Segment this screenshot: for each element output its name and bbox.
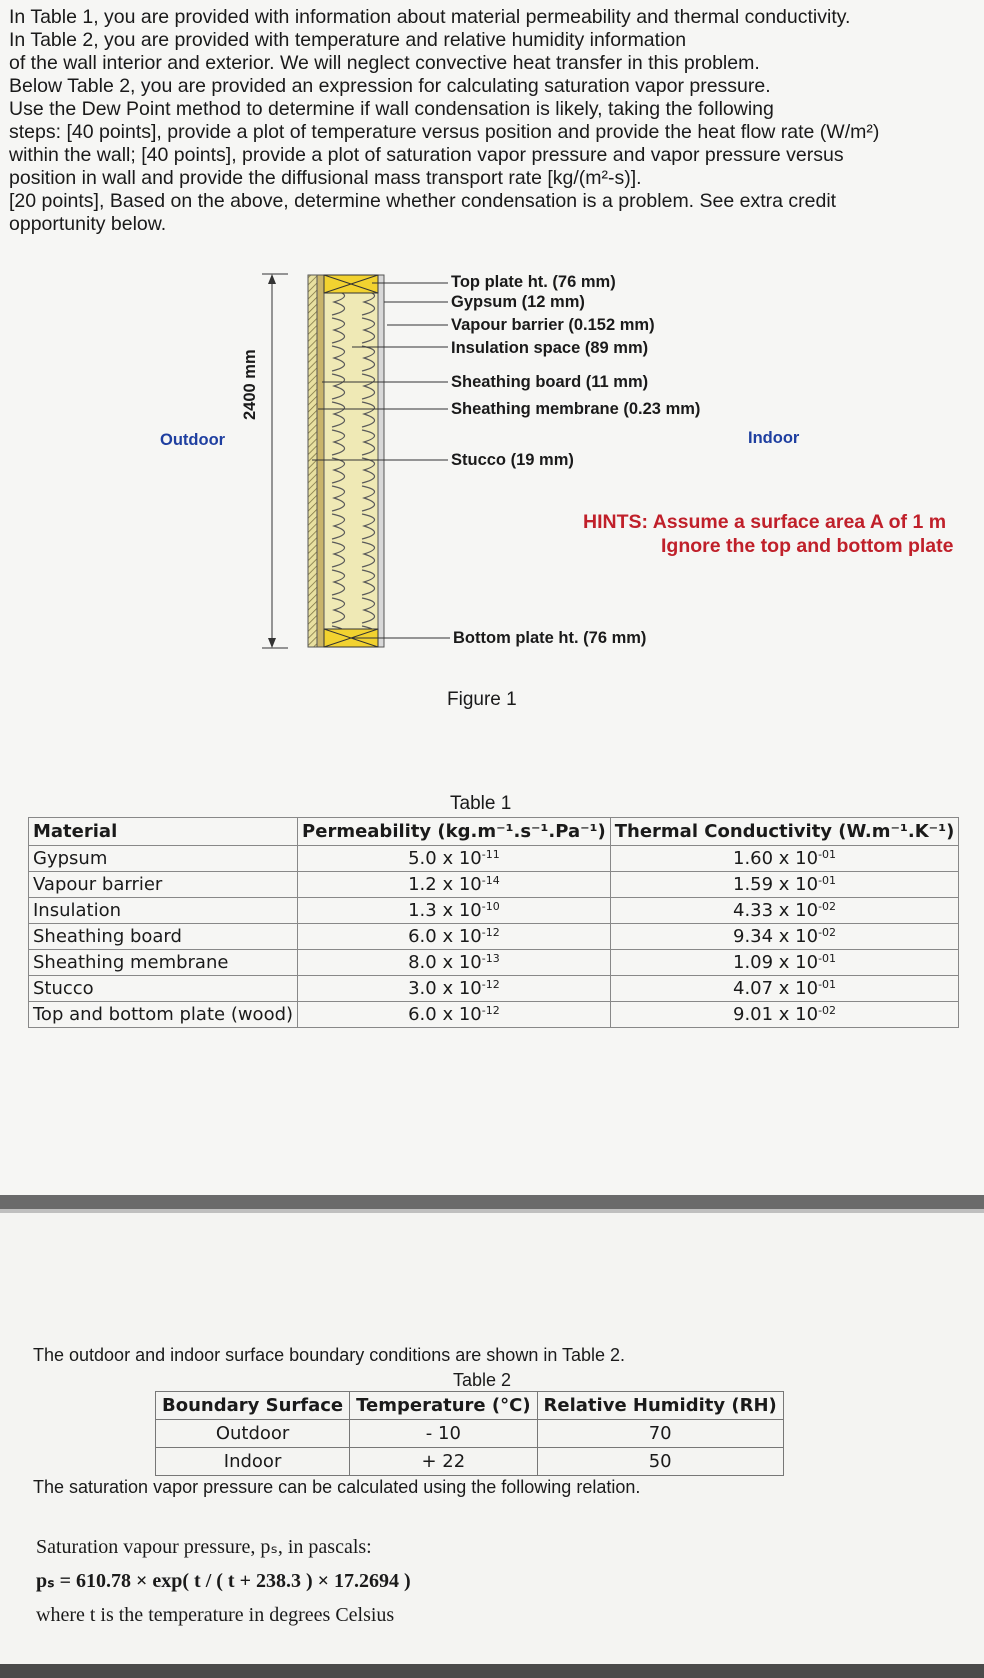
humidity-cell: 70 [537,1420,783,1448]
header-temperature: Temperature (°C) [350,1392,537,1420]
table-row [29,976,959,1002]
conductivity-cell: 9.01 x $10^{-02}$ [610,1002,959,1028]
table-row [29,846,959,872]
label-wall-height: 2400 mm [241,349,259,420]
header-relative-humidity: Relative Humidity (RH) [537,1392,783,1420]
hints-line-1: HINTS: Assume a surface area A of 1 m [583,511,947,533]
saturation-formula [36,1530,411,1632]
label-insulation: Insulation space (89 mm) [451,339,649,357]
insulation-layer [324,293,378,629]
material-cell: Gypsum [29,846,298,872]
permeability-cell: 5.0 x $10^{-11}$ [298,846,611,872]
label-vapour-barrier: Vapour barrier (0.152 mm) [451,316,655,334]
permeability-cell: 8.0 x $10^{-13}$ [298,950,611,976]
surface-cell: Indoor [156,1448,350,1476]
material-cell: Sheathing membrane [29,950,298,976]
label-indoor: Indoor [748,429,800,447]
permeability-cell: 1.2 x $10^{-14}$ [298,872,611,898]
top-plate [324,275,378,293]
header-boundary-surface: Boundary Surface [156,1392,350,1420]
material-cell: Sheathing board [29,924,298,950]
table2-caption: Table 2 [453,1370,512,1390]
conductivity-cell: 9.34 x $10^{-02}$ [610,924,959,950]
saturation-intro-text: The saturation vapor pressure can be calculated using the following relation. [33,1477,641,1497]
label-gypsum: Gypsum (12 mm) [451,293,585,311]
bottom-edge-bar [0,1664,984,1678]
humidity-cell: 50 [537,1448,783,1476]
label-top-plate: Top plate ht. (76 mm) [451,273,616,291]
conductivity-cell: 1.59 x $10^{-01}$ [610,872,959,898]
conductivity-cell: 4.33 x $10^{-02}$ [610,898,959,924]
intro-line: In Table 1, you are provided with information about material permeability and thermal conductivity. [9,6,851,28]
table-header-row [29,818,959,846]
table-row [29,1002,959,1028]
material-cell: Stucco [29,976,298,1002]
formula-line-1: Saturation vapour pressure, pₛ, in pascals: [36,1536,372,1558]
permeability-cell: 6.0 x $10^{-12}$ [298,924,611,950]
temperature-cell: - 10 [350,1420,537,1448]
table-row [156,1448,784,1476]
gypsum-layer [378,275,384,647]
temperature-cell: + 22 [350,1448,537,1476]
stucco-layer [308,275,317,647]
permeability-cell: 1.3 x $10^{-10}$ [298,898,611,924]
intro-line: opportunity below. [9,213,167,235]
sheathing-board-layer [317,275,324,647]
hints-line-2: Ignore the top and bottom plate [661,535,954,557]
table2 [155,1391,784,1476]
boundary-intro-text: The outdoor and indoor surface boundary conditions are shown in Table 2. [33,1345,626,1365]
material-cell: Top and bottom plate (wood) [29,1002,298,1028]
formula-equation: pₛ = 610.78 × exp( t / ( t + 238.3 ) × 17.2694 ) [36,1570,411,1592]
intro-line: of the wall interior and exterior. We will neglect convective heat transfer in this problem. [9,52,760,74]
figure-caption: Figure 1 [447,689,517,710]
label-stucco: Stucco (19 mm) [451,451,574,469]
table-row [29,924,959,950]
permeability-cell: 6.0 x $10^{-12}$ [298,1002,611,1028]
table1 [28,817,959,1028]
intro-line: position in wall and provide the diffusional mass transport rate [kg/(m²-s)]. [9,167,642,189]
intro-text [9,6,984,236]
height-dimension [262,274,288,648]
intro-line: In Table 2, you are provided with temperature and relative humidity information [9,29,687,51]
label-sheathing-membrane: Sheathing membrane (0.23 mm) [451,400,701,418]
material-cell: Insulation [29,898,298,924]
material-cell: Vapour barrier [29,872,298,898]
surface-cell: Outdoor [156,1420,350,1448]
page-divider [0,1195,984,1209]
table-row [29,872,959,898]
table1-caption: Table 1 [450,793,512,814]
header-material: Material [29,818,298,846]
label-bottom-plate: Bottom plate ht. (76 mm) [453,629,647,647]
formula-line-3: where t is the temperature in degrees Celsius [36,1604,395,1626]
table-row [156,1420,784,1448]
intro-line: Below Table 2, you are provided an expression for calculating saturation vapor pressure. [9,75,771,97]
intro-line: within the wall; [40 points], provide a plot of saturation vapor pressure and vapor pressure versus [9,144,844,166]
intro-line: Use the Dew Point method to determine if wall condensation is likely, taking the following [9,98,774,120]
label-outdoor: Outdoor [160,431,226,449]
conductivity-cell: 4.07 x $10^{-01}$ [610,976,959,1002]
intro-line: [20 points], Based on the above, determine whether condensation is a problem. See extra credit [9,190,837,212]
conductivity-cell: 1.09 x $10^{-01}$ [610,950,959,976]
header-conductivity: Thermal Conductivity (W.m⁻¹.K⁻¹) [610,818,959,846]
table-row [29,898,959,924]
permeability-cell: 3.0 x $10^{-12}$ [298,976,611,1002]
label-sheathing-board: Sheathing board (11 mm) [451,373,649,391]
table-header-row [156,1392,784,1420]
table-row [29,950,959,976]
conductivity-cell: 1.60 x $10^{-01}$ [610,846,959,872]
intro-line: steps: [40 points], provide a plot of temperature versus position and provide the heat flow rate (W/m²) [9,121,880,143]
header-permeability: Permeability (kg.m⁻¹.s⁻¹.Pa⁻¹) [298,818,611,846]
